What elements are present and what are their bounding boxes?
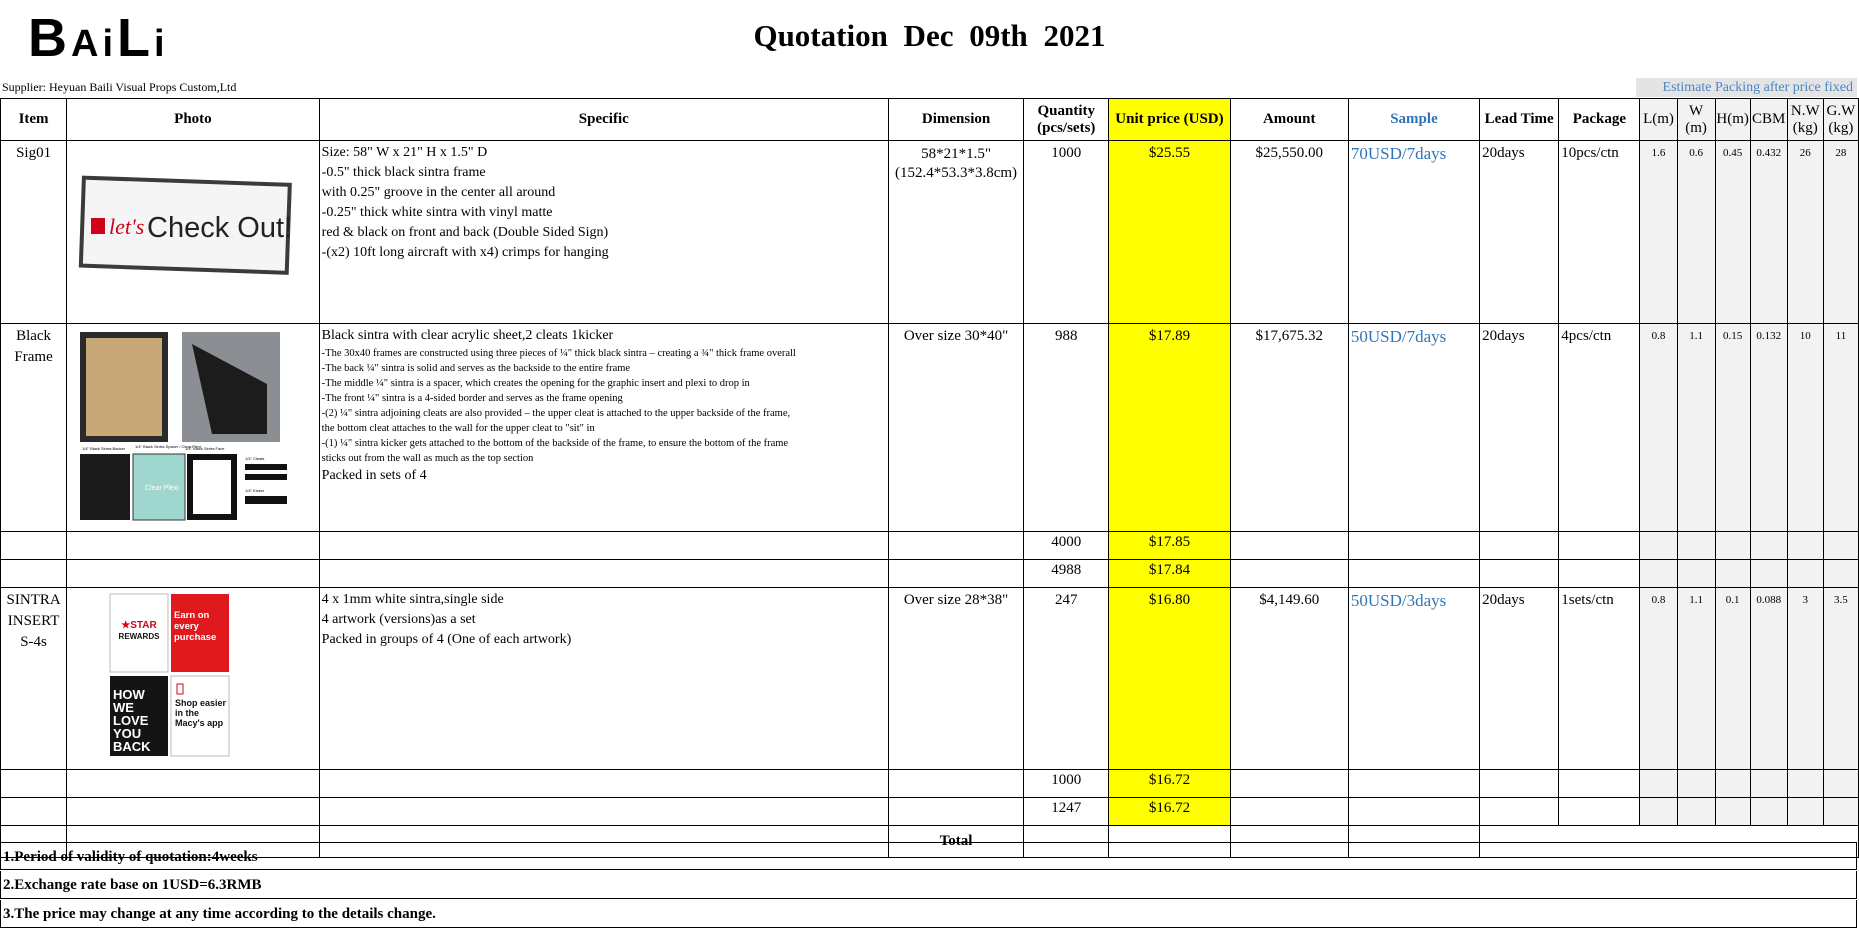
note-exchange-rate: 2.Exchange rate base on 1USD=6.3RMB bbox=[0, 871, 1857, 899]
spec-line: -0.25" thick white sintra with vinyl matte bbox=[321, 205, 553, 220]
unit-price-cell: $16.72 bbox=[1109, 798, 1230, 826]
w-cell: 0.6 bbox=[1677, 141, 1715, 324]
col-l: L(m) bbox=[1640, 99, 1677, 141]
dimension-cell: Over size 28*38" bbox=[888, 588, 1023, 770]
photo-label: 1/4" Black Sintra Spacer / Clear Plexi bbox=[135, 444, 202, 449]
col-nw: N.W(kg) bbox=[1787, 99, 1823, 141]
col-amount: Amount bbox=[1230, 99, 1348, 141]
item-cell: SINTRA INSERT S-4s bbox=[1, 588, 67, 770]
nw-cell: 3 bbox=[1787, 588, 1823, 770]
table-row bbox=[1, 770, 1859, 798]
spec-line: the bottom cleat attaches to the wall for the upper cleat to "sit" in bbox=[321, 423, 595, 434]
col-photo: Photo bbox=[67, 99, 320, 141]
table-row bbox=[1, 141, 1859, 324]
page-title: Quotation Dec 09th 2021 bbox=[753, 18, 1106, 53]
col-item: Item bbox=[1, 99, 67, 141]
dimension-cell: 58*21*1.5" (152.4*53.3*3.8cm) bbox=[888, 141, 1023, 324]
l-cell: 0.8 bbox=[1640, 588, 1677, 770]
table-row bbox=[1, 588, 1859, 770]
photo-label: 1/4" Black Sintra Backer bbox=[82, 446, 126, 451]
photo-cell bbox=[67, 588, 320, 770]
star-rewards-text: ★STAR bbox=[121, 620, 157, 631]
quantity-cell: 1000 bbox=[1024, 770, 1109, 798]
h-cell: 0.15 bbox=[1715, 324, 1750, 532]
unit-price-cell: $17.85 bbox=[1109, 532, 1230, 560]
svg-text:REWARDS: REWARDS bbox=[118, 632, 160, 641]
spec-line: -(x2) 10ft long aircraft with x4) crimps for hanging bbox=[321, 245, 609, 260]
supplier-label: Supplier: Heyuan Baili Visual Props Custom,Ltd bbox=[2, 80, 237, 94]
how-we-love-text: HOW WE LOVE YOU BACK bbox=[113, 688, 151, 754]
w-cell: 1.1 bbox=[1677, 588, 1715, 770]
unit-price-cell: $16.80 bbox=[1109, 588, 1230, 770]
spec-cell bbox=[319, 588, 888, 770]
col-dimension: Dimension bbox=[888, 99, 1023, 141]
item-cell: Sig01 bbox=[1, 141, 67, 324]
cbm-cell: 0.432 bbox=[1750, 141, 1787, 324]
col-lead-time: Lead Time bbox=[1480, 99, 1559, 141]
col-h: H(m) bbox=[1715, 99, 1750, 141]
quotation-table bbox=[0, 98, 1859, 858]
unit-price-cell: $17.89 bbox=[1109, 324, 1230, 532]
col-gw: G.W(kg) bbox=[1823, 99, 1858, 141]
col-specific: Specific bbox=[319, 99, 888, 141]
spec-cell bbox=[319, 324, 888, 532]
table-row bbox=[1, 560, 1859, 588]
spec-line: 4 artwork (versions)as a set bbox=[321, 612, 476, 627]
l-cell: 0.8 bbox=[1640, 324, 1677, 532]
table-row bbox=[1, 532, 1859, 560]
sintra-insert-image bbox=[67, 588, 319, 764]
spec-head: Black sintra with clear acrylic sheet,2 cleats 1kicker bbox=[321, 328, 614, 343]
total-label: Total bbox=[888, 826, 1023, 858]
spec-line: Size: 58" W x 21" H x 1.5" D bbox=[321, 145, 488, 160]
quantity-cell: 988 bbox=[1024, 324, 1109, 532]
photo-cell bbox=[67, 141, 320, 324]
quantity-cell: 247 bbox=[1024, 588, 1109, 770]
spec-line: Packed in groups of 4 (One of each artwork) bbox=[321, 632, 572, 647]
h-cell: 0.45 bbox=[1715, 141, 1750, 324]
gw-cell: 28 bbox=[1823, 141, 1858, 324]
package-cell: 1sets/ctn bbox=[1559, 588, 1640, 770]
table-row bbox=[1, 798, 1859, 826]
header-row bbox=[1, 99, 1859, 141]
package-cell: 10pcs/ctn bbox=[1559, 141, 1640, 324]
col-sample: Sample bbox=[1348, 99, 1479, 141]
spec-line: -The back ¼" sintra is solid and serves as the backside to the entire frame bbox=[321, 363, 631, 374]
h-cell: 0.1 bbox=[1715, 588, 1750, 770]
spec-line: 4 x 1mm white sintra,single side bbox=[321, 592, 504, 607]
w-cell: 1.1 bbox=[1677, 324, 1715, 532]
photo-cell bbox=[67, 324, 320, 532]
spec-tail: Packed in sets of 4 bbox=[321, 468, 427, 483]
cbm-cell: 0.132 bbox=[1750, 324, 1787, 532]
photo-label: 1/4" Black Sintra Face bbox=[185, 446, 225, 451]
sign-text-check-out: Check Out! bbox=[147, 212, 293, 244]
gw-cell: 11 bbox=[1823, 324, 1858, 532]
col-unit-price: Unit price (USD) bbox=[1109, 99, 1230, 141]
check-out-sign-image bbox=[67, 141, 319, 318]
sample-cell: 50USD/3days bbox=[1348, 588, 1479, 770]
gw-cell: 3.5 bbox=[1823, 588, 1858, 770]
col-quantity: Quantity (pcs/sets) bbox=[1024, 99, 1109, 141]
photo-label: 1/4" Cleats bbox=[245, 456, 265, 461]
spec-line: sticks out from the wall as much as the top section bbox=[321, 453, 534, 464]
photo-label: 1/4" Kicker bbox=[245, 488, 265, 493]
unit-price-cell: $17.84 bbox=[1109, 560, 1230, 588]
sample-cell: 50USD/7days bbox=[1348, 324, 1479, 532]
earn-text: Earn on every purchase bbox=[174, 610, 217, 643]
estimate-packing-note: Estimate Packing after price fixed bbox=[1636, 78, 1857, 97]
amount-cell: $17,675.32 bbox=[1230, 324, 1348, 532]
sample-cell: 70USD/7days bbox=[1348, 141, 1479, 324]
cbm-cell: 0.088 bbox=[1750, 588, 1787, 770]
item-cell: Black Frame bbox=[1, 324, 67, 532]
lead-time-cell: 20days bbox=[1480, 588, 1559, 770]
quantity-cell: 1000 bbox=[1024, 141, 1109, 324]
clear-plexi-label: Clear Plexi bbox=[145, 485, 179, 492]
col-package: Package bbox=[1559, 99, 1640, 141]
table-row bbox=[1, 324, 1859, 532]
quantity-cell: 1247 bbox=[1024, 798, 1109, 826]
lead-time-cell: 20days bbox=[1480, 141, 1559, 324]
spec-line: -The 30x40 frames are constructed using three pieces of ¼" thick black sintra – creating a ¾" thick frame overall bbox=[321, 348, 796, 359]
col-w: W (m) bbox=[1677, 99, 1715, 141]
nw-cell: 26 bbox=[1787, 141, 1823, 324]
spec-line: with 0.25" groove in the center all around bbox=[321, 185, 556, 200]
spec-line: -(1) ¼" sintra kicker gets attached to the bottom of the backside of the frame, to ensure the bottom of the frame bbox=[321, 438, 789, 449]
spec-line: -(2) ¼" sintra adjoining cleats are also provided – the upper cleat is attached to the upper backside of the frame, bbox=[321, 408, 791, 419]
lead-time-cell: 20days bbox=[1480, 324, 1559, 532]
l-cell: 1.6 bbox=[1640, 141, 1677, 324]
spec-line: -0.5" thick black sintra frame bbox=[321, 165, 486, 180]
black-frame-image bbox=[67, 324, 319, 526]
bag-icon bbox=[91, 218, 105, 234]
package-cell: 4pcs/ctn bbox=[1559, 324, 1640, 532]
quantity-cell: 4000 bbox=[1024, 532, 1109, 560]
amount-cell: $25,550.00 bbox=[1230, 141, 1348, 324]
dimension-cell: Over size 30*40" bbox=[888, 324, 1023, 532]
note-price-change: 3.The price may change at any time according to the details change. bbox=[0, 900, 1857, 928]
note-validity: 1.Period of validity of quotation:4weeks bbox=[0, 842, 1857, 870]
sign-text-lets: let's bbox=[109, 214, 145, 239]
unit-price-cell: $16.72 bbox=[1109, 770, 1230, 798]
spec-line: -The middle ¼" sintra is a spacer, which creates the opening for the graphic insert and plexi to drop in bbox=[321, 378, 750, 389]
unit-price-cell: $25.55 bbox=[1109, 141, 1230, 324]
spec-line: red & black on front and back (Double Sided Sign) bbox=[321, 225, 609, 240]
baili-logo: BAiLi bbox=[28, 8, 169, 68]
spec-line: -The front ¼" sintra is a 4-sided border and serves as the frame opening bbox=[321, 393, 623, 404]
shop-easier-text: Shop easier in the Macy's app bbox=[175, 698, 227, 728]
spec-cell bbox=[319, 141, 888, 324]
quantity-cell: 4988 bbox=[1024, 560, 1109, 588]
nw-cell: 10 bbox=[1787, 324, 1823, 532]
amount-cell: $4,149.60 bbox=[1230, 588, 1348, 770]
col-cbm: CBM bbox=[1750, 99, 1787, 141]
